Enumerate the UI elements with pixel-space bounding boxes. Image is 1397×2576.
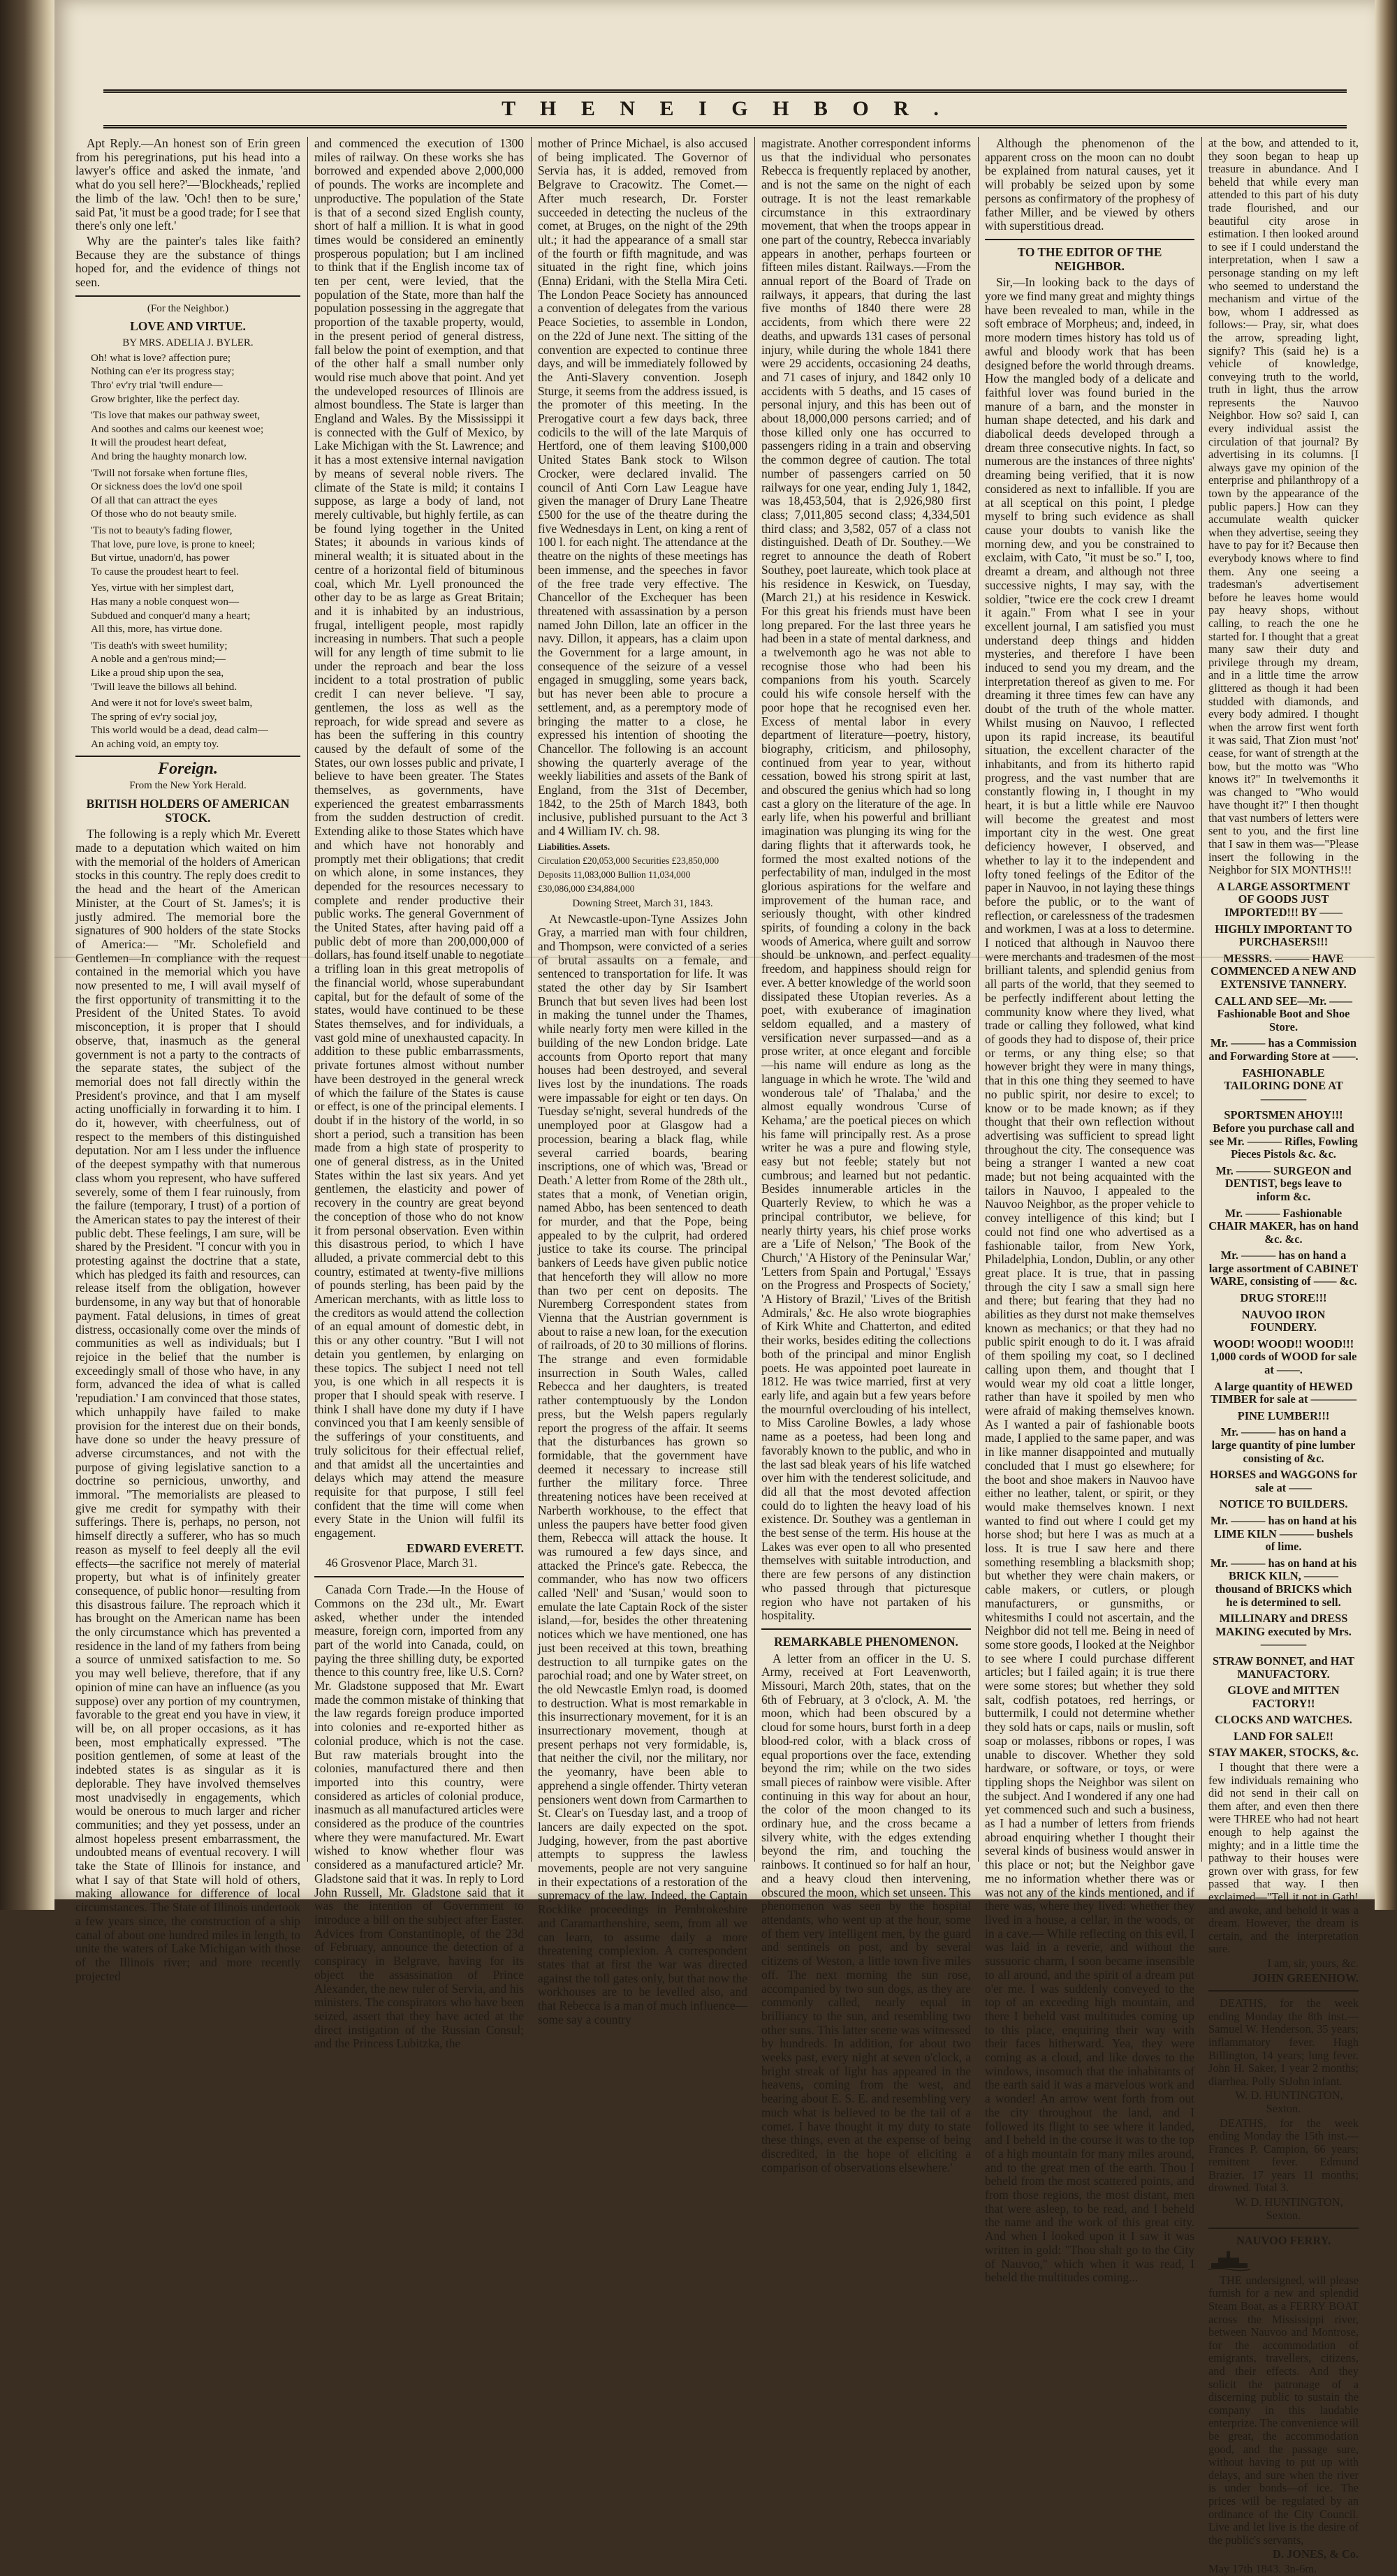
address: 46 Grosvenor Place, March 31. [326,1556,478,1570]
ferry-signature: D. JONES, & Co. [1273,2547,1359,2561]
dream-ad: CLOCKS AND WATCHES. [1215,1713,1352,1727]
poem-header: (For the Neighbor.) [147,302,229,314]
column-3 [538,136,747,2026]
column-rule [531,137,532,1862]
bank-table-row: Circulation £20,053,000 Securities £23,850,000 [538,855,719,866]
column-rule [307,137,308,1862]
bank-table-row: Deposits 11,083,000 Bullion 11,034,000 [538,869,691,880]
column-6 [1208,136,1359,2575]
poem-line: Grow brighter, like the perfect day. [91,392,240,405]
divider [75,295,300,297]
dream-ad: Mr. ——— SURGEON and DENTIST, begs leave to inform &c. [1215,1163,1352,1203]
dream-ad: A large quantity of HEWED TIMBER for sale at ———— [1210,1379,1357,1406]
source-line: From the New York Herald. [129,780,247,792]
news-items-2: At Newcastle-upon-Tyne Assizes John Gray, a married man with four children, and Thompson, were convicted of a series of brutal assaults on a female, and sentenced to transportation for life. It was stated the other day by Sir Isambert Brunch that but seven lives had been lost in making the tunnel under the Thames, while nearly forty men were killed in the building of the new London bridge. Late accounts from Oporto report that many houses had been destroyed, and several lives lost by the inundations. The roads were impassable for eight or ten days. On Tuesday se'night, several hundreds of the unemployed poor at Glasgow had a procession, bearing a black flag, while several carried boards, bearing inscriptions, one of which was, 'Bread or Death.' A letter from Rome of the 28th ult., states that a monk, of Venetian origin, named Abbo, has been sentenced to death for murder, and that the Pope, being appealed to by the culprit, had ordered justice to take its course. The principal bankers of Leeds have given public notice that henceforth they will allow no more than two per cent on deposits. The Nuremberg Correspondent states from Vienna that the Austrian government is about to raise a new loan, for the execution of railroads, of 20 to 30 millions of florins. The strange and even formidable insurrection in South Wales, called Rebecca and her daughters, is treated rather contemptuously by the London press, but the Welsh papers regularly report the progress of the affair. It seems that the disturbances has grown so formidable, that the government have deemed it necessary to increase still further the military force. Three threatening notices have been received at Narberth workhouse, to the effect that unless the paupers have better food given them, Rebecca will attack the house. It was rumoured a few days since, and attacked the Prince's gate. Rebecca, the commander, who has now two officers called 'Nell' and 'Susan,' would soon to emulate the late Captain Rock of the sister island,—for, besides the other threatening notices which we have mentioned, one has just been received at this town, breathing destruction to all turnpike gates on the parochial road; and one by Water street, on the old Newcastle Emlyn road, is doomed to destruction. What is most remarkable in this insurrectionary movement, for it is an insurrectionary movement, though at present perhaps not very formidable, is, that neither the civil, nor the military, nor the yeomanry, have been able to apprehend a single offender. Thirty veteran pensioners went down from Carmarthen to St. Clear's on Tuesday last, and a troop of lancers are daily expected on the spot. Judging, however, from the past abortive attempts to suppress the lawless movements, people are not very sanguine in their expectations of a restoration of the supremacy of the law. Indeed, the Captain Rocklike proceedings in Pembrokeshire and Caramarthenshire, seem, from all we can learn, to assume daily a more threatening complexion. A correspondent states that at first the war was directed against the toll gates only, but that now the workhouses are to be levelled also, and that Rebecca is a man of much influence—some say a country [538,911,747,2026]
letter-heading: TO THE EDITOR OF THE NEIGHBOR. [1017,244,1162,273]
poem-line: 'Tis love that makes our pathway sweet, [91,409,261,422]
column-rule [978,137,979,1862]
letter-end: I thought that there were a few individuals remaining who did not send in their call on them after, and even then there were THREE who had not heart enough to help against the mighty; and in a little time the pathway to their houses were grown over with grass, for few passed that way. I then exclaimed—"Tell it not in Gath! and awoke, and behold it was a dream. However, the dream is certain, and the interpretation sure. [1208,1760,1359,1956]
divider [314,1576,524,1577]
page-fold [54,957,1375,958]
sexton-2: W. D. HUNTINGTON, Sexton. [1235,2195,1343,2222]
masthead [103,89,1347,128]
column-rule [1201,137,1202,1862]
dream-ad: MESSRS. ——— HAVE COMMENCED A NEW AND EXTENSIVE TANNERY. [1211,951,1356,991]
bank-table-head: Liabilities. Assets. [538,841,610,852]
signature: EDWARD EVERETT. [407,1540,524,1555]
poem-line: But virtue, unadorn'd, has power [91,552,230,564]
dream-ad: LAND FOR SALE!! [1234,1729,1333,1743]
dream-ad: SPORTSMEN AHOY!!! Before you purchase call and see Mr. ——— Rifles, Fowling Pieces Pistols &c. &c. [1209,1108,1358,1161]
poem-line: A noble and a gen'rous mind;— [91,653,226,665]
poem-line: An aching void, an empty toy. [91,737,219,750]
poem-line: All this, more, has virtue done. [91,623,223,635]
letter-body: Sir,—In looking back to the days of yore we find many great and mighty things have been revealed to man, while in the soft embrace of Morpheus; and, indeed, in more modern times history has told us of awful and bloody work that has been designed before the world through dreams. How the mangled body of a delicate and faithful lover was found buried in the manure of a barn, and the monster in human shape detected, and his dark and diabolical deeds developed through a dream three consecutive nights. In fact, so numerous are the instances of three nights' dreaming being verified, that it is now considered as next to infallible. If you are at all sceptical on this point, I pledge myself to bring such evidence as shall cause your doubts to vanish like the morning dew, and you be constrained to exclaim, with Cato, "it must be so." I, too, dreamt a dream, and although not three successive nights, I may say, with the soldier, "twice ere the cock crew I dreamt it again." From what I see in your excellent journal, I am satisfied you must understand deep things and hidden mysteries, and therefore I have been induced to send you my dream, and the interpretation thereof as given to me. For dreaming it three times few can have any doubt of the truth of the whole matter. Whilst musing on Nauvoo, I reflected upon its rapid increase, its beautiful situation, the excellent character of the inhabitants, and from its hitherto rapid progress, and the vast number that are constantly flowing in, I thought in my heart, it is but a little while ere Nauvoo will become the greatest and most important city in the west. One great deficiency however, I observed, and whether to lay it to the independent and lofty toned feelings of the Editor of the paper in Nauvoo, in not laying these things before the public, or to the want of reflection, or carelessness of the tradesmen and workmen, I was at a loss to determine. I noticed that although in Nauvoo there were merchants and tradesmen of the most brilliant talents, and splendid genius from all parts of the world, that they seemed to be perfectly indifferent about letting the community know where they lived, what trade or calling they followed, what kind of goods they had to dispose of, their price or terms, or any thing else; so that however bright they were in many things, that in this one thing they seemed to have no public spirit, nor desire to excel; to know or to be made known; as if they thought that their own reflection without advertising was sufficient to spread light throughout the city. The consequence was being a stranger I wanted a new coat made; but not being acquainted with the tailors in Nauvoo, I appealed to the Nauvoo Neighbor, as the proper vehicle to convey intelligence of this kind; but I could not find one who advertised as a fashionable tailor, from New York, Philadelphia, London, Dublin, or any other great place. It is true, that in passing through the city I saw a small sign here and there; but fearing that they had no abilities as they durst not make themselves known as mechanics; or that they had no public spirit enough to do it. I was afraid of them spoiling my coat, so I declined calling upon them, and thought that I would wear my old coat a little longer, rather than have it spoiled by men who were afraid of making themselves known. As I wanted a pair of fashionable boots made, I applied to the same paper, and was in like manner disappointed and mutually concluded that I must go elsewhere; for the boot and shoe makers in Nauvoo have either no leather, talent, or spirit, or they would make themselves known. I next wanted to find out where I could get my horse shod; but here I was as much at a loss. It is true I saw here and there something resembling a blacksmith shop; but whether they were chain makers, or cable makers, or cutlers, or plough manufacturers, or gunsmiths, or whitesmiths I could not ascertain, and the Neighbor did not tell me. Being in need of some store goods, I looked at the Neighbor to see where I could purchase different articles; but I failed again; it is true there were some stores; but whether they sold salt, codfish potatoes, red herrings, or buttermilk, I could not determine whether they sold hats or caps, nails or muslin, soft soap or molasses, ribbons or ropes, I was unable to discover. Whether they sold hardware, or software, or toys, or were tippling shops the Neighbor was silent on the subject. And I wondered if any one had yet commenced such and such a business, as I had a number of letters from friends abroad enquiring whether I thought their several kinds of business would answer in this place or not; but the Neighbor gave me no information whether there was or was not any of the kinds mentioned, and if there was, where they lived: whether they lived in a house, a cellar, in the woods, or in a cave.— While reflecting on this evil, I was laid in a reverie, and without the sussuoric charm, I soon became insensible to all around, and the spirit of a dream put o'er me. I was suddenly conveyed to the top of an exceeding high mountain, and there I beheld vast multitudes coming up to this place, enquiring their way with their faces hitherward. Yea, they were coming as a cloud, and like doves to the windows, insomuch that the inhabitants of the earth said it was a marvelous work and a wonder! An arrow went forth from out the city throughout the land, and I followed its flight to see where it landed, and I beheld in the course it was to the top of a high mountain for many miles around, and to the great men of the earth. Thou I beheld from the most scattered points, and from those regions, the most distant, men that were asleep, to be read, and I beheld the name and the work of this great city. And when I looked upon it I saw it was written in gold: "Thou shalt go to the City of Nauvoo," which when it was read, I beheld the multitudes coming... [985,275,1194,2285]
dream-ad: Mr. ——— has a Commission and Forwarding Store at ——. [1208,1036,1359,1063]
poem-author: BY MRS. ADELIA J. BYLER. [122,337,254,349]
foreign-heading: Foreign. [157,760,218,779]
dream-advertisements [1208,881,1359,1760]
dream-ad: STRAW BONNET, and HAT MANUFACTORY. [1212,1654,1355,1681]
poem-line: Or sickness does the lov'd one spoil [91,480,243,493]
book-spine [0,0,54,1910]
dream-ad: MILLINARY and DRESS MAKING executed by Mrs. ———— [1215,1612,1352,1651]
dream-ad: GLOVE and MITTEN FACTORY!! [1227,1684,1340,1710]
letter-signature: JOHN GREENHOW. [1252,1971,1359,1985]
divider [1208,2228,1359,2229]
poem-title: LOVE AND VIRTUE. [130,319,246,334]
poem-line: 'Twill not forsake when fortune flies, [91,466,248,479]
poem-line: To cause the proudest heart to feel. [91,565,239,577]
dream-ad: Mr. ——— has on hand a large quantity of pine lumber consisting of &c. [1211,1425,1356,1465]
poem-line: And soothes and calms our keenest woe; [91,422,264,435]
poem-line: 'Twill leave the billows all behind. [91,680,237,693]
poem-line: And bring the haughty monarch low. [91,450,247,462]
dream-ad: DRUG STORE!!! [1240,1291,1327,1305]
dream-ad: A LARGE ASSORTMENT OF GOODS JUST IMPORTED!!! BY —— [1217,879,1350,920]
poem-line: 'Tis not to beauty's fading flower, [91,524,233,536]
deaths-notice-1: DEATHS, for the week ending Monday the 8th inst.—Samuel W. Henderson, 35 years; inflammatory fever. Hugh Billington, 14 years; lung fever. John H. Saker, 1 year 2 months; diarrhea. Polly StJohn infant. [1208,1996,1359,2088]
dream-ad: CALL AND SEE—Mr. —— Fashionable Boot and Shoe Store. [1214,994,1353,1033]
poem-line: Subdued and conquer'd many a heart; [91,609,251,621]
divider [985,239,1194,240]
letter-continued: at the bow, and attended to it, they soon began to heap up treasure in abundance. And I beheld that while every man attended to this part of his duty trade flourished, and our beautiful city arose in estimation. I then looked around to see if I could understand the interpretation, when I saw a personage standing on my left who seemed to understand the mechanism and virtue of the bow, whom I addressed as follows:— Pray, sir, what does the arrow, spreading light, signify? This (said he) is a vehicle of knowledge, conveying truth to the world, truth in light, thus the arrow represents the Nauvoo Neighbor. How so? said I, can every individual assist the circulation of that journal? By advertising in its columns. [I always gave my opinion of the enterprise and philanthropy of a town by the appearance of the public papers.] How can they accumulate wealth quicker when they advertise, seeing they have to pay for it? Because then everybody knows where to find them. Any one seeing a tradesman's advertisement before he leaves home would pay heavy shops, without calling, to reach the one he started for. I thought that a great many saw their duty and privilege through my dream, and in a little time the arrow glittered as though it had been studded with diamonds, and every body admired. I thought when the arrow first went forth it was said, That Zion must 'not' cease, for want of strength at the bow, but the motto was "Who knows it?" In twelvemonths it was changed to "Who would have thought it?" I then thought that vast numbers of letters were sent to you, and the first line that I saw in them was—"Please insert the following in the Neighbor for SIX MONTHS!!! [1208,136,1359,877]
news-items: mother of Prince Michael, is also accused of being implicated. The Governor of Servia has, it is added, removed from Belgrave to Cracowitz. The Comet.—After much research, Dr. Forster succeeded in detecting the nucleus of the comet, at Bruges, on the night of the 29th ult.; it had the appearance of a small star of the fourth or fifth magnitude, and was situated in the right fine, which joins (Enna) Eridani, with the Stella Mira Ceti. The London Peace Society has announced a convention of delegates from the various Peace Societies, to assemble in London, on the 22d of June next. The sitting of the convention are expected to continue three days, and will be immediately followed by the Anti-Slavery convention. Joseph Sturge, it seems from the address issued, is the promoter of this meeting. In the Prerogative court a few days back, three codicils to the will of the late Marquis of Hertford, one of them leaving $100,000 United States Bank stock to Wilson Crocker, were declared invalid. The council of Anti Corn Law League have given the manager of Drury Lane Theatre £500 for the use of the theatre during the five Wednesdays in Lent, on king a rent of 100 l. for each night. The attendance at the theatre on the nights of these meetings has been immense, and the speeches in favor of the free trade very effective. The Chancellor of the Exchequer has been threatened with assassination by a person named John Dillon, late an officer in the navy. Dillon, it appears, has a claim upon the Government for a large amount, in consequence of the seizure of a vessel engaged in smuggling, some years back, but has never been able to procure a settlement, and, as a peremptory mode of bringing the matter to a close, he expressed his intention of shooting the Chancellor. The following is an account showing the quarterly average of the weekly liabilities and assets of the Bank of England, from the 31st of December, 1842, to the 25th of March 1843, both inclusive, published pursuant to the Act 3 and 4 William IV. ch. 98. [538,136,747,839]
poem-line: 'Tis death's with sweet humility; [91,639,228,652]
bank-table-foot: Downing Street, March 31, 1843. [572,897,713,909]
article-continued: and commenced the execution of 1300 miles of railway. On these works she has borrowed and expended above 2,000,000 of pounds. The works are incomplete and unproductive. The population of the State is that of a second sized English county, short of half a million. It is what in good times would be considered an eminently prosperous population; but I am inclined to think that if the English income tax of ten per cent, were levied, that the population of the State, more than half the population possessing in the aggregate that proportion of the taxable property, would, in the present period of general distress, fall below the point of exemption, and that of the other half a small number only would rise much above that point. And yet the undeveloped resources of Illinois are almost boundless. The State is larger than England and Wales. By the Mississippi it is connected with the Gulf of Mexico, by Lake Michigan with the St. Lawrence; and it has a most extensive internal navigation by means of several noble rivers. The climate of the State is mild; it contains I suppose, as large a body of land, not merely cultivable, but highly fertile, as can be found lying together in the United States; it abounds in various kinds of mineral wealth; it is situated about in the centre of a horizontal field of bituminous coal, which Mr. Lyell pronounced the other day to be as large as Great Britain; and it is inhabited by an industrious, frugal, intelligent people, most rapidly increasing in numbers. That such a people will for any length of time submit to lie under the reproach and bear the loss incident to a total prostration of public credit I can never believe. "I say, gentlemen, the loss as well as the reproach, for wide spread and severe as has been the suffering in this country caused by the default of some of the States, our own losses public and private, I believe to have been greater. The States themselves, as governments, have experienced the greatest embarrassments from the sudden destruction of credit. Extending alike to those States which have and which have not honorably and promptly met their obligations; that credit on which alone, in some instances, they depended for the resources necessary to complete and render productive their public works. The general Government of the United States, after having paid off a public debt of more than 200,000,000 of dollars, has found itself unable to negotiate a trifling loan in this great metropolis of the financial world, whose superabundant capital, but for the default of some of the states, would have continued to be these States themselves, and for individuals, a vast gold mine of unexhausted capacity. In addition to these public embarrassments, private fortunes almost without number have been destroyed in the general wreck of which the failure of the States is cause or effect, is one of the principal elements. I doubt if in the history of the world, in so short a period, such a transition has been made from a high state of prosperity to one of general distress, as in the United States within the last six years. And yet gentlemen, the elasticity and power of recovery in the country are great beyond the conception of those who do not know it from personal observation. Even within this disastrous period, to which I have alluded, a private commercial debt to this country, estimated at twenty-five millions of pounds sterling, has been paid by the American merchants, with as little loss to the creditors as would attend the collection of an equal amount of domestic debt, in this or any other country. "But I will not detain you gentlemen, by enlarging on these topics. The subject I need not tell you, is one which in all respects it is proper that I should speak with reserve. I think I shall have done my duty if I have convinced you that I am keenly sensible of the sufferings of your constituents, and truly solicitous for their effectual relief, and that amidst all the uncertainties and delays which may attend the measure requisite for that purpose, I still feel confident that the time will come when every State in the Union will fulfil its engagement. [314,136,524,1540]
dream-ad: Mr. ——— has on hand at his BRICK KILN, ——— thousand of BRICKS which he is determined to sell. [1210,1556,1357,1609]
column-4 [761,136,971,2174]
poem-line: Oh! what is love? affection pure; [91,351,231,364]
page-edge [1375,0,1397,1910]
column-2 [314,136,524,2051]
apt-reply: Apt Reply.—An honest son of Erin green from his peregrinations, put his head into a lawyer's office and asked the inmate, 'and what do you sell here?'—'Blockheads,' replied the limb of the law. 'Och! then to be sure,' said Pat, 'it must be a good trade; for I see that there's only one left.' [75,136,300,233]
dream-ad: FASHIONABLE TAILORING DONE AT ———— [1224,1066,1343,1105]
deaths-notice-2: DEATHS, for the week ending Monday the 15th inst.—Frances P. Campion, 66 years; remittent fever. Edmund Brazier, 17 years 11 months; drowned. Total 3. [1208,2116,1359,2195]
poem-line: The spring of ev'ry social joy, [91,710,217,723]
letter-closing: I am, sir, yours, &c. [1267,1956,1359,1970]
painter-paragraph: Why are the painter's tales like faith? Because they are the substance of things hoped for, and the evidence of things not seen. [75,233,300,290]
divider [761,1628,971,1630]
column-5 [985,136,1194,2285]
poem-line: Thro' ev'ry trial 'twill endure— [91,379,223,392]
poem-line: And were it not for love's sweet balm, [91,697,253,709]
dream-ad: HIGHLY IMPORTANT TO PURCHASERS!!! [1215,922,1352,949]
dream-ad: HORSES and WAGGONS for sale at —— [1209,1468,1358,1494]
poem-line: That love, pure love, is prone to kneel; [91,538,255,550]
phenomenon-heading: REMARKABLE PHENOMENON. [774,1634,958,1649]
column-rule [754,137,755,1862]
poem-line: It will the proudest heart defeat, [91,436,226,449]
dream-ad: WOOD! WOOD!! WOOD!!! 1,000 cords of WOOD for sale at ——. [1210,1337,1357,1377]
corn-trade: Canada Corn Trade.—In the House of Commons on the 23d ult., Mr. Ewart asked, whether under the intended measure, foreign corn, imported from any part of the world into Canada, could, on paying the three shilling duty, be exported thence to this country free, like U.S. Corn? Mr. Gladstone supposed that Mr. Ewart made the common mistake of thinking that the law regards foreign produce imported into colonies and re-exported hither as colonial produce, which is not the case. But raw materials brought into the colonies, manufactured there and then imported into this country, were considered as articles of colonial produce, inasmuch as all manufactured articles were considered as the produce of the countries where they were manufactured. Mr. Ewart wished to know whether flour was considered as a manufactured article? Mr. Gladstone said that it was. In reply to Lord John Russell, Mr. Gladstone said that it was the intention of Government to introduce a bill on the subject after Easter. Advices from Constantinople, of the 23d of February, announce the detection of a conspiracy in Belgrave, having for its object the assassination of Prince Alexander, the new ruler of Servia, and his ministers. The conspirators who have been seized, assert that they have acted at the direct instigation of the Russian Consul; and the Princess Lubitzka, the [314,1582,524,2051]
phenomenon-body: A letter from an officer in the U. S. Army, received at Fort Leavenworth, Missouri, March 20th, states, that on the 6th of February, at 3 o'clock, A. M. 'the moon, which had been obscured by a cloud for some hours, burst forth in a deep blood-red color, with a black cross of equal proportions over the face, extending beyond the rim; while on the two sides small pieces of rainbow were visible. After continuing in this way for about an hour, the color of the moon changed to its ordinary hue, and the cross became a silvery white, with the edges extending beyond the rim, and touching the rainbows. It continued so for half an hour, and a heavy cloud then intervening, obscured the moon, which set unseen. This phenomenon was seen by the hospital attendants, who went up at the hour, some of them very intelligent men, by the guard and sentinels on post, and by several citizens of Weston, a little town five miles off. The next morning the sun rose, accompanied by two sun dogs, as they are commonly called, nearly equal in brilliancy to the sun, and resembling two other suns. This latter scene was witnessed by hundreds. In addition, for about two weeks past, every night at seven o'clock, a bright streak of light has appeared in the heavens, coming from the west, and bearing about E. S. E. and resembling very much what is believed to be the tail of a comet. I have thought it my duty to state these things, even at the expense of being discredited, in the hope of eliciting a comparison of observations elsewhere.' [761,1651,971,2174]
dream-ad: PINE LUMBER!!! [1237,1408,1330,1422]
dream-ad: NAUVOO IRON FOUNDERY. [1241,1307,1326,1334]
bank-table-row: £30,086,000 £34,884,000 [538,883,635,894]
ferry-body: THE undersigned, will please furnish for a new and splendid Steam Boat, as a FERRY BOAT across the Mississippi river, between Nauvoo and Montrose, for the accommodation of emigrants, travellers, citizens, and their effects. And they solicit the patronage of a discerning public to sustain the company in this laudable enterprize. The convenience will be great, the accommodation good, and the passage sure, without having to put up with delays, and sure when the river is under bonds—of ice. The prices will be regulated by an ordinance of the City Council. Live and let live is the desire of the public's servants, [1208,2273,1359,2547]
poem-lines [75,352,300,751]
poem-line: Of those who do not beauty smile. [91,508,237,520]
steamboat-icon [1208,2251,1359,2272]
masthead-title: T H E N E I G H B O R . [502,97,949,120]
newspaper-page [54,0,1375,2575]
bank-table [538,855,747,895]
column-1 [75,136,300,1983]
article-heading: BRITISH HOLDERS OF AMERICAN STOCK. [86,796,290,825]
poem-line: This world would be a dead, dead calm— [91,724,268,737]
phenomenon-note: Although the phenomenon of the apparent cross on the moon can no doubt be explained from natural causes, yet it will probably be seized upon by some persons as confirmatory of the prophesy of father Miller, and be viewed by others with superstitious dread. [985,136,1194,233]
dream-ad: Mr. ——— Fashionable CHAIR MAKER, has on hand &c. &c. [1208,1206,1359,1246]
poem-line: Like a proud ship upon the sea, [91,666,224,679]
railways-and-southey: magistrate. Another correspondent informs us that the individual who personates Rebecca is frequently replaced by another, and is not the same on the night of each outrage. It is not the least remarkable circumstance in this extraordinary movement, that when the troops appear in one part of the country, Rebecca invariably appears in another, perhaps fourteen or fifteen miles distant. Railways.—From the annual report of the Board of Trade on railways, it appears, that during the last five months of 1840 there were 28 accidents, from which there were 22 deaths, and upwards 131 cases of personal injury, while during the whole 1841 there were 29 accidents, occasioning 24 deaths, and 71 cases of injury, and 1842 only 10 accidents with 5 deaths, and 15 cases of personal injury, and this has been out of about 18,000,000 persons carried; and of those killed only one has occurred to passengers riding in a train and observing the common degree of caution. The total number of passengers carried on 50 railways for one year, ending July 1, 1842, was 18,453,504, that is 2,926,980 first class; 7,011,805 second class; 4,334,501 third class; and 3,582, 057 of a class not distinguished. Death of Dr. Southey.—We regret to announce the death of Robert Southey, poet laureate, which took place at his residence in Keswick, on Tuesday, (March 21,) at his residence in Keswick. For this great his friends must have been long prepared. For the last three years he had been in a state of mental darkness, and a twelvemonth ago he was not able to recognise those who had been his companions from his youth. Scarcely could his wife console herself with the poor hope that he recognised even her. Excess of mental labor in every department of literature—poetry, history, biography, criticism, and philosophy, continued from year to year, without cessation, bowed his strong spirit at last, and obscured the genius which had so long cast a glory on the literature of the age. In early life, when his powerful and brilliant imagination was plunging its wing for the daring flights that it afterwards took, he formed the most exalted notions of the perfectability of man, indulged in the most glorious aspirations for the welfare and improvement of the human race, and seriously thought, with other kindred spirits, of founding a colony in the back woods of America, where guilt and sorrow should be unknown, and perfect equality freedom, and happiness should reign for ever. A better knowledge of the world soon dissipated these Utopian reveries. As a poet, with exuberance of imagination seldom equalled, and a mastery of versification never surpassed—and as a prose writer, at once elegant and forcible—his name will endure as long as the language in which he wrote. The 'wild and wonderous tale' of 'Thalaba,' and the almost equally wondrous 'Curse of Kehama,' are the poetical pieces on which his fame will principally rest. As a prose writer he was a pure and flowing style, easy but not feeble; stately but not cumbrous; and learned but not pedantic. Besides innumerable articles in the Quarterly Review, to which he was a principal contributor, we believe, for nearly thirty years, his chief prose works are a 'Life of Nelson,' 'The Book of the Church,' 'A History of the Peninsular War,' 'Letters from Spain and Portugal,' 'Essays on the Progress and Prospects of Society,' 'A History of Brazil,' 'Lives of the British Admirals,' &c. He also wrote biographies of Kirk White and Chatterton, and edited their works, besides editing the collections both of the principal and minor English poets. He was appointed poet laureate in 1812. He was twice married, first at very early life, and again but a few years before the mournful overclouding of his intellect, to Miss Caroline Bowles, a lady whose name as a poetess, had been long and favorably known to the public, and who in the last sad bleak years of his life watched over him with the tenderest solicitude, and did all that the most devoted affection could do to lighten the heavy load of his existence. Dr. Southey was a gentleman in the best sense of the term. His house at the Lakes was ever open to all who presented themselves with suitable introduction, and there are few persons of any distinction who passed through that picturesque region who have not partaken of his hospitality. [761,136,971,1623]
poem-line: Of all that can attract the eyes [91,494,218,506]
divider [1208,1990,1359,1992]
dream-ad: NOTICE TO BUILDERS. [1219,1497,1348,1511]
sexton-1: W. D. HUNTINGTON, Sexton. [1235,2089,1343,2115]
dream-ad: Mr. ——— has on hand a large assortment of CABINET WARE, consisting of —— &c. [1208,1249,1359,1288]
dream-ad: Mr. ——— has on hand at his LIME KILN ——— bushels of lime. [1210,1513,1357,1554]
dream-ad: STAY MAKER, STOCKS, &c. [1208,1746,1359,1760]
poem-line: Has many a noble conquest won— [91,595,240,608]
divider [75,756,300,757]
ferry-date: May 17th 1843. 3n-6m. [1208,2561,1317,2575]
article-body: The following is a reply which Mr. Everett made to a deputation which waited on him with the memorial of the holders of American stocks in this country. The reply does credit to the head and the heart of the American Minister, at the Court of St. James's; it is justly admired. The memorial bore the signatures of 900 holders of the state Stocks of America:— "Mr. Scholefield and Gentlemen—In compliance with the request contained in the memorial which you have now presented to me, I will avail myself of the first opportunity of transmitting it to the President of the United States. To avoid misconception, it is proper that I should observe, that, inasmuch as the general government is not a party to the contracts of the separate states, the subject of the memorial does not fall directly within the President's province, and that I am myself acting unofficially in forwarding it to him. I do it, however, with cheerfulness, out of respect to the members of this distinguished deputation. Nor am I less under the influence of the deepest sympathy with that numerous class whom you represent, who have suffered severely, some of them I fear ruinously, from the failure (temporary, I trust) of a portion of the American states to pay the interest of their public debt. These feelings, I am sure, will be shared by the President. "I concur with you in protesting against the doctrine that a state, which has pledged its faith and resources, can release itself from the obligation, however burdensome, in any way but that of honorable payment. Fatal delusions, in times of great distress, occasionally come over the minds of communities as well as individuals; but I rejoice in the belief that the number is exceedingly small of those who have, in any form, advanced the idea of what is called 'repudiation.' I am convinced that those states, which unhappily have failed to make provision for the interest due on their bonds, have done so under the heavy pressure of adverse circumstances, and not with the purpose of giving legislative sanction to a doctrine so pernicious, unworthy, and immoral. "The memorialists are pleased to give me credit for sympathy with their sufferings. There is, perhaps, no person, not himself directly a sufferer, who has so much reason as myself to feel deeply all the evil effects—the sacrifice not merely of material property, but what is of infinitely greater consequence, of public honor—resulting from this disastrous failure. The reproach which it has brought on the American name has been the only circumstance which has prevented a residence in the land of my fathers from being a source of unmixed satisfaction to me. So you may well believe, therefore, that if any opinion of mine can have an influence (as you suppose) over any portion of my countrymen, favorable to the great end you have in view, it will be, on all proper occasions, as it has been, most emphatically expressed. "The position gentlemen, of some at least of the indebted states is as singular as it is deplorable. They have involved themselves most unadvisedly in engagements, which would be onerous to much larger and richer communities; and they yet possess, under an almost hopeless present embarrassment, the undoubted means of eventual recovery. I will take the State of Illinois for instance, and what I say of that State will hold of others, making allowance for difference of local circumstances. The State of Illinois undertook a few years since, the construction of a ship canal of about one hundred miles in length, to unite the waters of Lake Michigan with those of the Illinois river; and more recently projected [75,827,300,1983]
ferry-heading: NAUVOO FERRY. [1236,2234,1331,2248]
poem-line: Nothing can e'er its progress stay; [91,365,235,378]
poem-line: Yes, virtue with her simplest dart, [91,582,234,594]
